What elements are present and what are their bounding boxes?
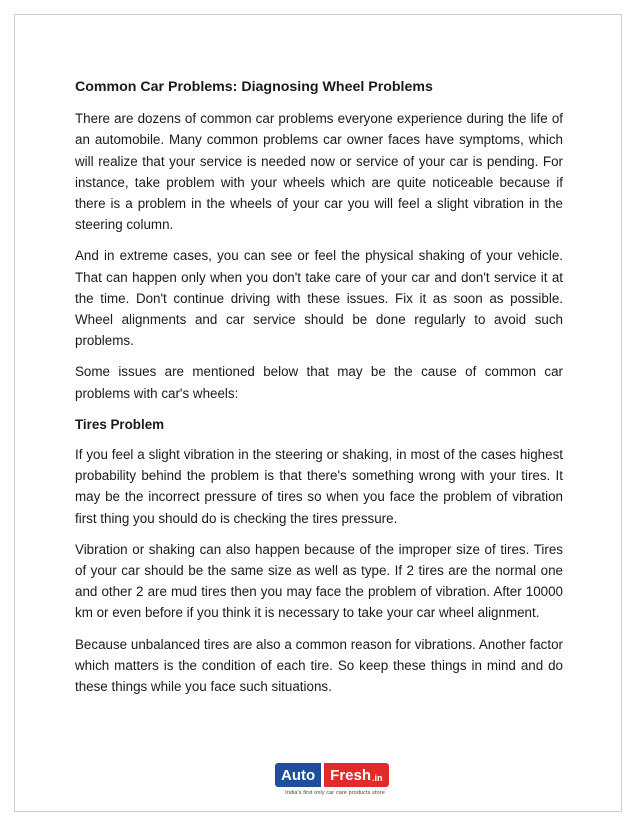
logo-fresh-block (324, 763, 388, 787)
document-body (75, 77, 563, 707)
autofresh-logo (275, 763, 395, 803)
logo-wordmark (275, 763, 395, 787)
intro-paragraph-2: And in extreme cases, you can see or feel the physical shaking of your vehicle. That can happen only when you don't take care of your car and don't service it at the time. Don't continue driving with these issues. Fix it as soon as possible. Wheel alignments and car service should be done regularly to avoid such problems. (75, 248, 563, 349)
logo-fresh-text: Fresh (330, 766, 372, 784)
section-paragraph-2: Vibration or shaking can also happen because of the improper size of tires. Tires of your car should be the same size as well as type. If 2 tires are the normal one and other 2 are mud tires then you may face the problem of vibration. After 10000 km or even before if you think it is necessary to take your car wheel alignment. (75, 541, 563, 621)
logo-auto-text: Auto (275, 763, 321, 787)
document-page (14, 14, 622, 812)
intro-paragraph-3: Some issues are mentioned below that may be the cause of common car problems with car's wheels: (75, 364, 563, 401)
intro-paragraph-1: There are dozens of common car problems everyone experience during the life of an automobile. Many common problems car owner faces have symptoms, which will realize that your service is needed now or service of your car is pending. For instance, take problem with your wheels which are quite noticeable because if there is a problem in the wheels of your car you will feel a slight vibration in the steering column. (75, 111, 563, 233)
section-paragraph-3: Because unbalanced tires are also a common reason for vibrations. Another factor which matters is the condition of each tire. So keep these things in mind and do these things while you face such situations. (75, 636, 563, 695)
logo-tld-text: .in (372, 772, 383, 783)
section-heading: Tires Problem (75, 416, 165, 432)
section-paragraph-1: If you feel a slight vibration in the steering or shaking, in most of the cases highest probability behind the problem is that there's something wrong with your tires. It may be the incorrect pressure of tires so when you face the problem of vibration first thing you should do is checking the tires pressure. (75, 447, 563, 526)
document-title: Common Car Problems: Diagnosing Wheel Problems (75, 79, 433, 95)
logo-tagline: India's first only car care products store (285, 790, 385, 796)
